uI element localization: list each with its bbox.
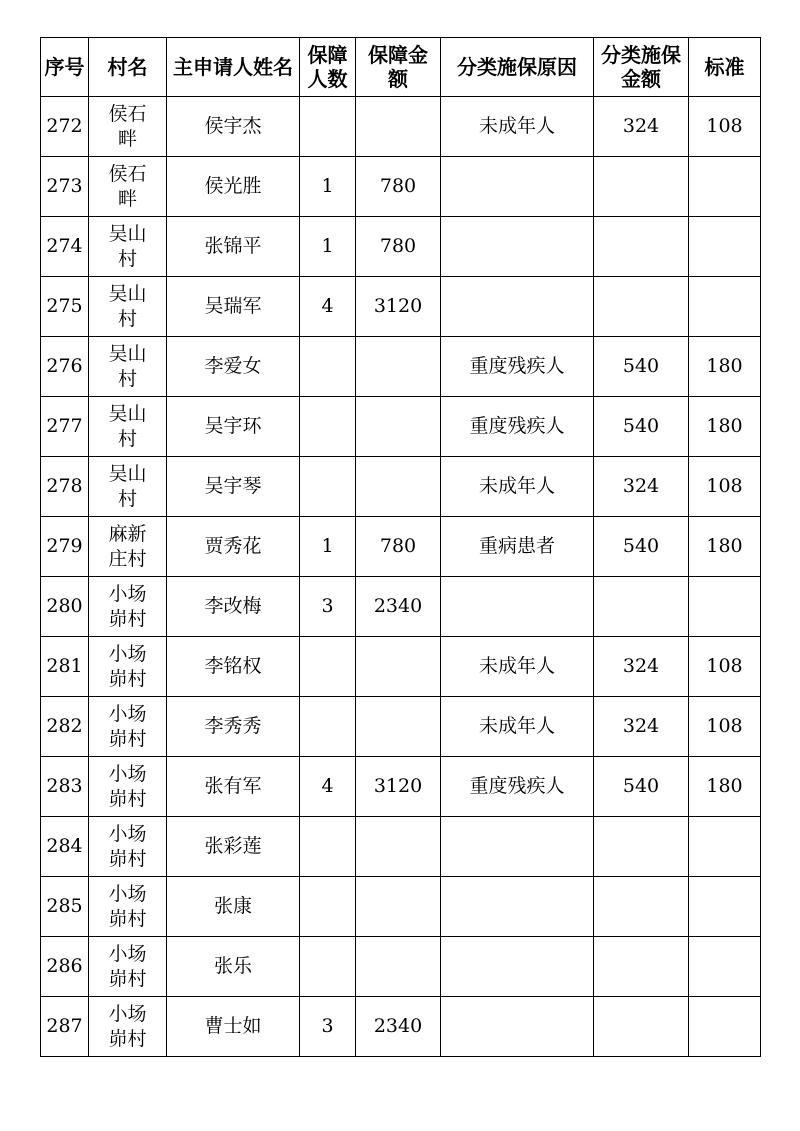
cell-applicant (167, 757, 300, 817)
table-row (41, 217, 761, 277)
cell-covered-count-text: 3 (321, 595, 334, 617)
table-header (41, 38, 761, 97)
cell-covered-count (300, 817, 356, 877)
cell-seq-text: 282 (46, 715, 83, 737)
cell-covered-amount (356, 517, 441, 577)
cell-covered-amount (356, 937, 441, 997)
cell-covered-count (300, 97, 356, 157)
cell-category-reason (441, 757, 594, 817)
header-covered-amount (356, 38, 441, 97)
cell-standard (689, 997, 761, 1057)
cell-category-reason (441, 817, 594, 877)
cell-category-reason (441, 217, 594, 277)
cell-village-text: 吴山村 (108, 402, 147, 450)
cell-village-text: 小场峁村 (108, 1002, 147, 1050)
header-covered-count-label: 保障人数 (307, 43, 348, 91)
cell-covered-amount (356, 817, 441, 877)
cell-standard (689, 937, 761, 997)
header-seq (41, 38, 89, 97)
cell-seq (41, 397, 89, 457)
assistance-roster-table (40, 37, 761, 1057)
cell-seq (41, 637, 89, 697)
cell-category-reason-text: 未成年人 (478, 655, 555, 677)
cell-covered-count (300, 697, 356, 757)
cell-applicant (167, 817, 300, 877)
table-row (41, 697, 761, 757)
cell-seq-text: 281 (46, 655, 83, 677)
cell-village (89, 937, 167, 997)
cell-covered-count (300, 517, 356, 577)
cell-applicant-text: 张乐 (213, 955, 252, 977)
cell-village-text: 小场峁村 (108, 942, 147, 990)
cell-category-reason (441, 397, 594, 457)
cell-category-amount-text: 540 (622, 415, 660, 437)
cell-applicant (167, 697, 300, 757)
table-row (41, 97, 761, 157)
cell-village-text: 吴山村 (108, 222, 147, 270)
cell-category-reason-text: 重度残疾人 (469, 775, 565, 797)
cell-category-amount (594, 577, 689, 637)
cell-covered-amount (356, 757, 441, 817)
cell-standard-text: 180 (706, 355, 743, 377)
cell-village (89, 457, 167, 517)
table-row (41, 157, 761, 217)
cell-seq (41, 337, 89, 397)
cell-category-amount-text: 324 (622, 475, 660, 497)
cell-seq-text: 283 (46, 775, 83, 797)
cell-village (89, 997, 167, 1057)
cell-standard (689, 157, 761, 217)
cell-category-reason (441, 277, 594, 337)
cell-village (89, 757, 167, 817)
cell-covered-count-text: 3 (321, 1015, 334, 1037)
cell-covered-count (300, 997, 356, 1057)
header-village-label: 村名 (107, 55, 148, 79)
cell-covered-amount (356, 997, 441, 1057)
cell-applicant-text: 曹士如 (204, 1015, 262, 1037)
cell-covered-amount-text: 780 (379, 175, 417, 197)
cell-applicant-text: 吴瑞军 (204, 295, 262, 317)
cell-village (89, 277, 167, 337)
cell-applicant-text: 吴宇环 (204, 415, 262, 437)
cell-category-reason (441, 997, 594, 1057)
cell-standard (689, 757, 761, 817)
cell-covered-amount (356, 157, 441, 217)
cell-category-amount (594, 97, 689, 157)
cell-category-amount (594, 697, 689, 757)
cell-village-text: 小场峁村 (108, 582, 147, 630)
cell-seq (41, 517, 89, 577)
cell-village-text: 小场峁村 (108, 882, 147, 930)
cell-category-reason-text: 未成年人 (478, 115, 555, 137)
cell-category-amount (594, 337, 689, 397)
cell-covered-amount-text: 3120 (373, 775, 423, 797)
cell-applicant (167, 397, 300, 457)
cell-village-text: 小场峁村 (108, 702, 147, 750)
cell-applicant-text: 吴宇琴 (204, 475, 262, 497)
cell-covered-count (300, 937, 356, 997)
cell-village-text: 小场峁村 (108, 822, 147, 870)
cell-seq-text: 274 (46, 235, 83, 257)
cell-village (89, 217, 167, 277)
header-standard-label: 标准 (704, 55, 745, 79)
cell-applicant (167, 877, 300, 937)
cell-category-amount (594, 877, 689, 937)
cell-category-amount (594, 457, 689, 517)
cell-category-amount (594, 157, 689, 217)
cell-seq (41, 877, 89, 937)
header-category-amount-label: 分类施保金额 (601, 43, 681, 91)
table-row (41, 997, 761, 1057)
cell-category-reason (441, 337, 594, 397)
cell-seq (41, 997, 89, 1057)
cell-seq (41, 277, 89, 337)
cell-category-reason (441, 697, 594, 757)
cell-village (89, 577, 167, 637)
cell-seq (41, 457, 89, 517)
cell-village-text: 吴山村 (108, 462, 147, 510)
cell-village (89, 697, 167, 757)
cell-covered-count (300, 157, 356, 217)
cell-village (89, 877, 167, 937)
cell-applicant (167, 997, 300, 1057)
cell-category-reason (441, 637, 594, 697)
cell-covered-amount-text: 780 (379, 235, 417, 257)
cell-applicant-text: 张有军 (204, 775, 262, 797)
cell-standard (689, 637, 761, 697)
cell-applicant-text: 贾秀花 (204, 535, 262, 557)
cell-category-amount-text: 540 (622, 775, 660, 797)
table-row (41, 817, 761, 877)
cell-applicant-text: 李铭权 (204, 655, 262, 677)
cell-applicant-text: 李秀秀 (204, 715, 262, 737)
cell-category-amount (594, 637, 689, 697)
cell-category-amount (594, 937, 689, 997)
cell-category-amount (594, 277, 689, 337)
cell-standard (689, 397, 761, 457)
table-row (41, 937, 761, 997)
cell-covered-amount-text: 2340 (373, 1015, 423, 1037)
cell-covered-amount (356, 697, 441, 757)
cell-applicant-text: 侯宇杰 (204, 115, 262, 137)
cell-village-text: 侯石畔 (108, 162, 147, 210)
cell-seq (41, 817, 89, 877)
cell-standard-text: 108 (706, 715, 743, 737)
cell-category-amount (594, 217, 689, 277)
cell-category-reason-text: 重病患者 (478, 535, 555, 557)
cell-village-text: 吴山村 (108, 282, 147, 330)
cell-category-reason (441, 577, 594, 637)
cell-seq-text: 272 (46, 115, 83, 137)
table-row (41, 637, 761, 697)
table-row (41, 877, 761, 937)
cell-standard-text: 180 (706, 415, 743, 437)
header-standard (689, 38, 761, 97)
cell-covered-amount-text: 780 (379, 535, 417, 557)
cell-village-text: 麻新庄村 (108, 522, 147, 570)
cell-category-reason-text: 重度残疾人 (469, 355, 565, 377)
cell-village-text: 小场峁村 (108, 762, 147, 810)
cell-applicant-text: 张彩莲 (204, 835, 262, 857)
cell-village (89, 637, 167, 697)
cell-covered-count (300, 337, 356, 397)
cell-seq-text: 278 (46, 475, 83, 497)
cell-category-amount-text: 540 (622, 535, 660, 557)
cell-seq (41, 157, 89, 217)
cell-standard-text: 108 (706, 655, 743, 677)
cell-seq (41, 217, 89, 277)
cell-applicant (167, 457, 300, 517)
cell-category-reason (441, 97, 594, 157)
cell-seq-text: 275 (46, 295, 83, 317)
cell-category-amount (594, 397, 689, 457)
cell-category-reason (441, 877, 594, 937)
cell-covered-amount (356, 97, 441, 157)
cell-seq-text: 277 (46, 415, 83, 437)
cell-covered-amount (356, 217, 441, 277)
cell-seq-text: 280 (46, 595, 83, 617)
cell-applicant-text: 李改梅 (204, 595, 262, 617)
table-row (41, 277, 761, 337)
cell-covered-count (300, 457, 356, 517)
cell-applicant (167, 217, 300, 277)
cell-covered-amount-text: 2340 (373, 595, 423, 617)
header-row (41, 38, 761, 97)
cell-category-amount-text: 324 (622, 715, 660, 737)
cell-seq-text: 276 (46, 355, 83, 377)
cell-standard (689, 277, 761, 337)
cell-village (89, 397, 167, 457)
table-body (41, 97, 761, 1057)
header-applicant-label: 主申请人姓名 (173, 55, 293, 79)
cell-covered-count-text: 1 (321, 535, 334, 557)
cell-category-reason (441, 937, 594, 997)
cell-covered-count (300, 877, 356, 937)
cell-category-reason-text: 未成年人 (478, 715, 555, 737)
cell-category-reason-text: 未成年人 (478, 475, 555, 497)
cell-village-text: 侯石畔 (108, 102, 147, 150)
cell-standard (689, 457, 761, 517)
cell-seq-text: 285 (46, 895, 83, 917)
cell-seq (41, 757, 89, 817)
cell-applicant (167, 577, 300, 637)
cell-covered-count-text: 1 (321, 175, 334, 197)
cell-applicant (167, 97, 300, 157)
cell-category-reason (441, 157, 594, 217)
cell-applicant-text: 张锦平 (204, 235, 262, 257)
cell-covered-amount (356, 877, 441, 937)
cell-standard (689, 337, 761, 397)
table-row (41, 457, 761, 517)
table-row (41, 397, 761, 457)
cell-applicant-text: 李爱女 (204, 355, 262, 377)
cell-seq (41, 577, 89, 637)
cell-covered-count-text: 4 (321, 295, 334, 317)
table-row (41, 517, 761, 577)
cell-applicant (167, 157, 300, 217)
table-row (41, 577, 761, 637)
cell-village (89, 157, 167, 217)
cell-category-amount (594, 997, 689, 1057)
cell-applicant-text: 张康 (213, 895, 252, 917)
cell-covered-count (300, 577, 356, 637)
table-row (41, 757, 761, 817)
cell-standard-text: 180 (706, 535, 743, 557)
cell-seq-text: 287 (46, 1015, 83, 1037)
cell-covered-amount (356, 577, 441, 637)
cell-category-reason (441, 517, 594, 577)
cell-standard (689, 217, 761, 277)
cell-standard (689, 877, 761, 937)
cell-applicant (167, 937, 300, 997)
cell-village (89, 517, 167, 577)
cell-village-text: 小场峁村 (108, 642, 147, 690)
cell-seq-text: 286 (46, 955, 83, 977)
cell-applicant-text: 侯光胜 (204, 175, 262, 197)
cell-standard (689, 577, 761, 637)
cell-covered-amount-text: 3120 (373, 295, 423, 317)
cell-covered-count (300, 637, 356, 697)
cell-category-amount-text: 324 (622, 115, 660, 137)
cell-seq (41, 937, 89, 997)
cell-seq (41, 97, 89, 157)
cell-applicant (167, 277, 300, 337)
cell-covered-count (300, 217, 356, 277)
cell-covered-count (300, 397, 356, 457)
header-applicant (167, 38, 300, 97)
cell-covered-count (300, 757, 356, 817)
cell-standard-text: 180 (706, 775, 743, 797)
cell-village (89, 337, 167, 397)
cell-covered-amount (356, 637, 441, 697)
cell-category-amount (594, 757, 689, 817)
cell-category-amount-text: 324 (622, 655, 660, 677)
cell-standard-text: 108 (706, 475, 743, 497)
cell-applicant (167, 637, 300, 697)
cell-covered-count-text: 4 (321, 775, 334, 797)
cell-category-reason (441, 457, 594, 517)
cell-standard-text: 108 (706, 115, 743, 137)
cell-applicant (167, 517, 300, 577)
header-village (89, 38, 167, 97)
cell-covered-amount (356, 457, 441, 517)
cell-seq-text: 284 (46, 835, 83, 857)
cell-category-amount (594, 817, 689, 877)
header-seq-label: 序号 (44, 55, 85, 79)
cell-standard (689, 97, 761, 157)
cell-covered-count (300, 277, 356, 337)
table-row (41, 337, 761, 397)
cell-standard (689, 697, 761, 757)
header-covered-count (300, 38, 356, 97)
cell-seq-text: 273 (46, 175, 83, 197)
header-category-amount (594, 38, 689, 97)
cell-category-amount (594, 517, 689, 577)
cell-category-reason-text: 重度残疾人 (469, 415, 565, 437)
cell-covered-count-text: 1 (321, 235, 334, 257)
header-category-reason-label: 分类施保原因 (457, 55, 577, 79)
header-category-reason (441, 38, 594, 97)
cell-category-amount-text: 540 (622, 355, 660, 377)
cell-covered-amount (356, 337, 441, 397)
cell-covered-amount (356, 277, 441, 337)
cell-village-text: 吴山村 (108, 342, 147, 390)
cell-covered-amount (356, 397, 441, 457)
cell-village (89, 817, 167, 877)
cell-village (89, 97, 167, 157)
header-covered-amount-label: 保障金额 (368, 43, 428, 91)
cell-seq-text: 279 (46, 535, 83, 557)
cell-standard (689, 817, 761, 877)
cell-applicant (167, 337, 300, 397)
cell-standard (689, 517, 761, 577)
cell-seq (41, 697, 89, 757)
